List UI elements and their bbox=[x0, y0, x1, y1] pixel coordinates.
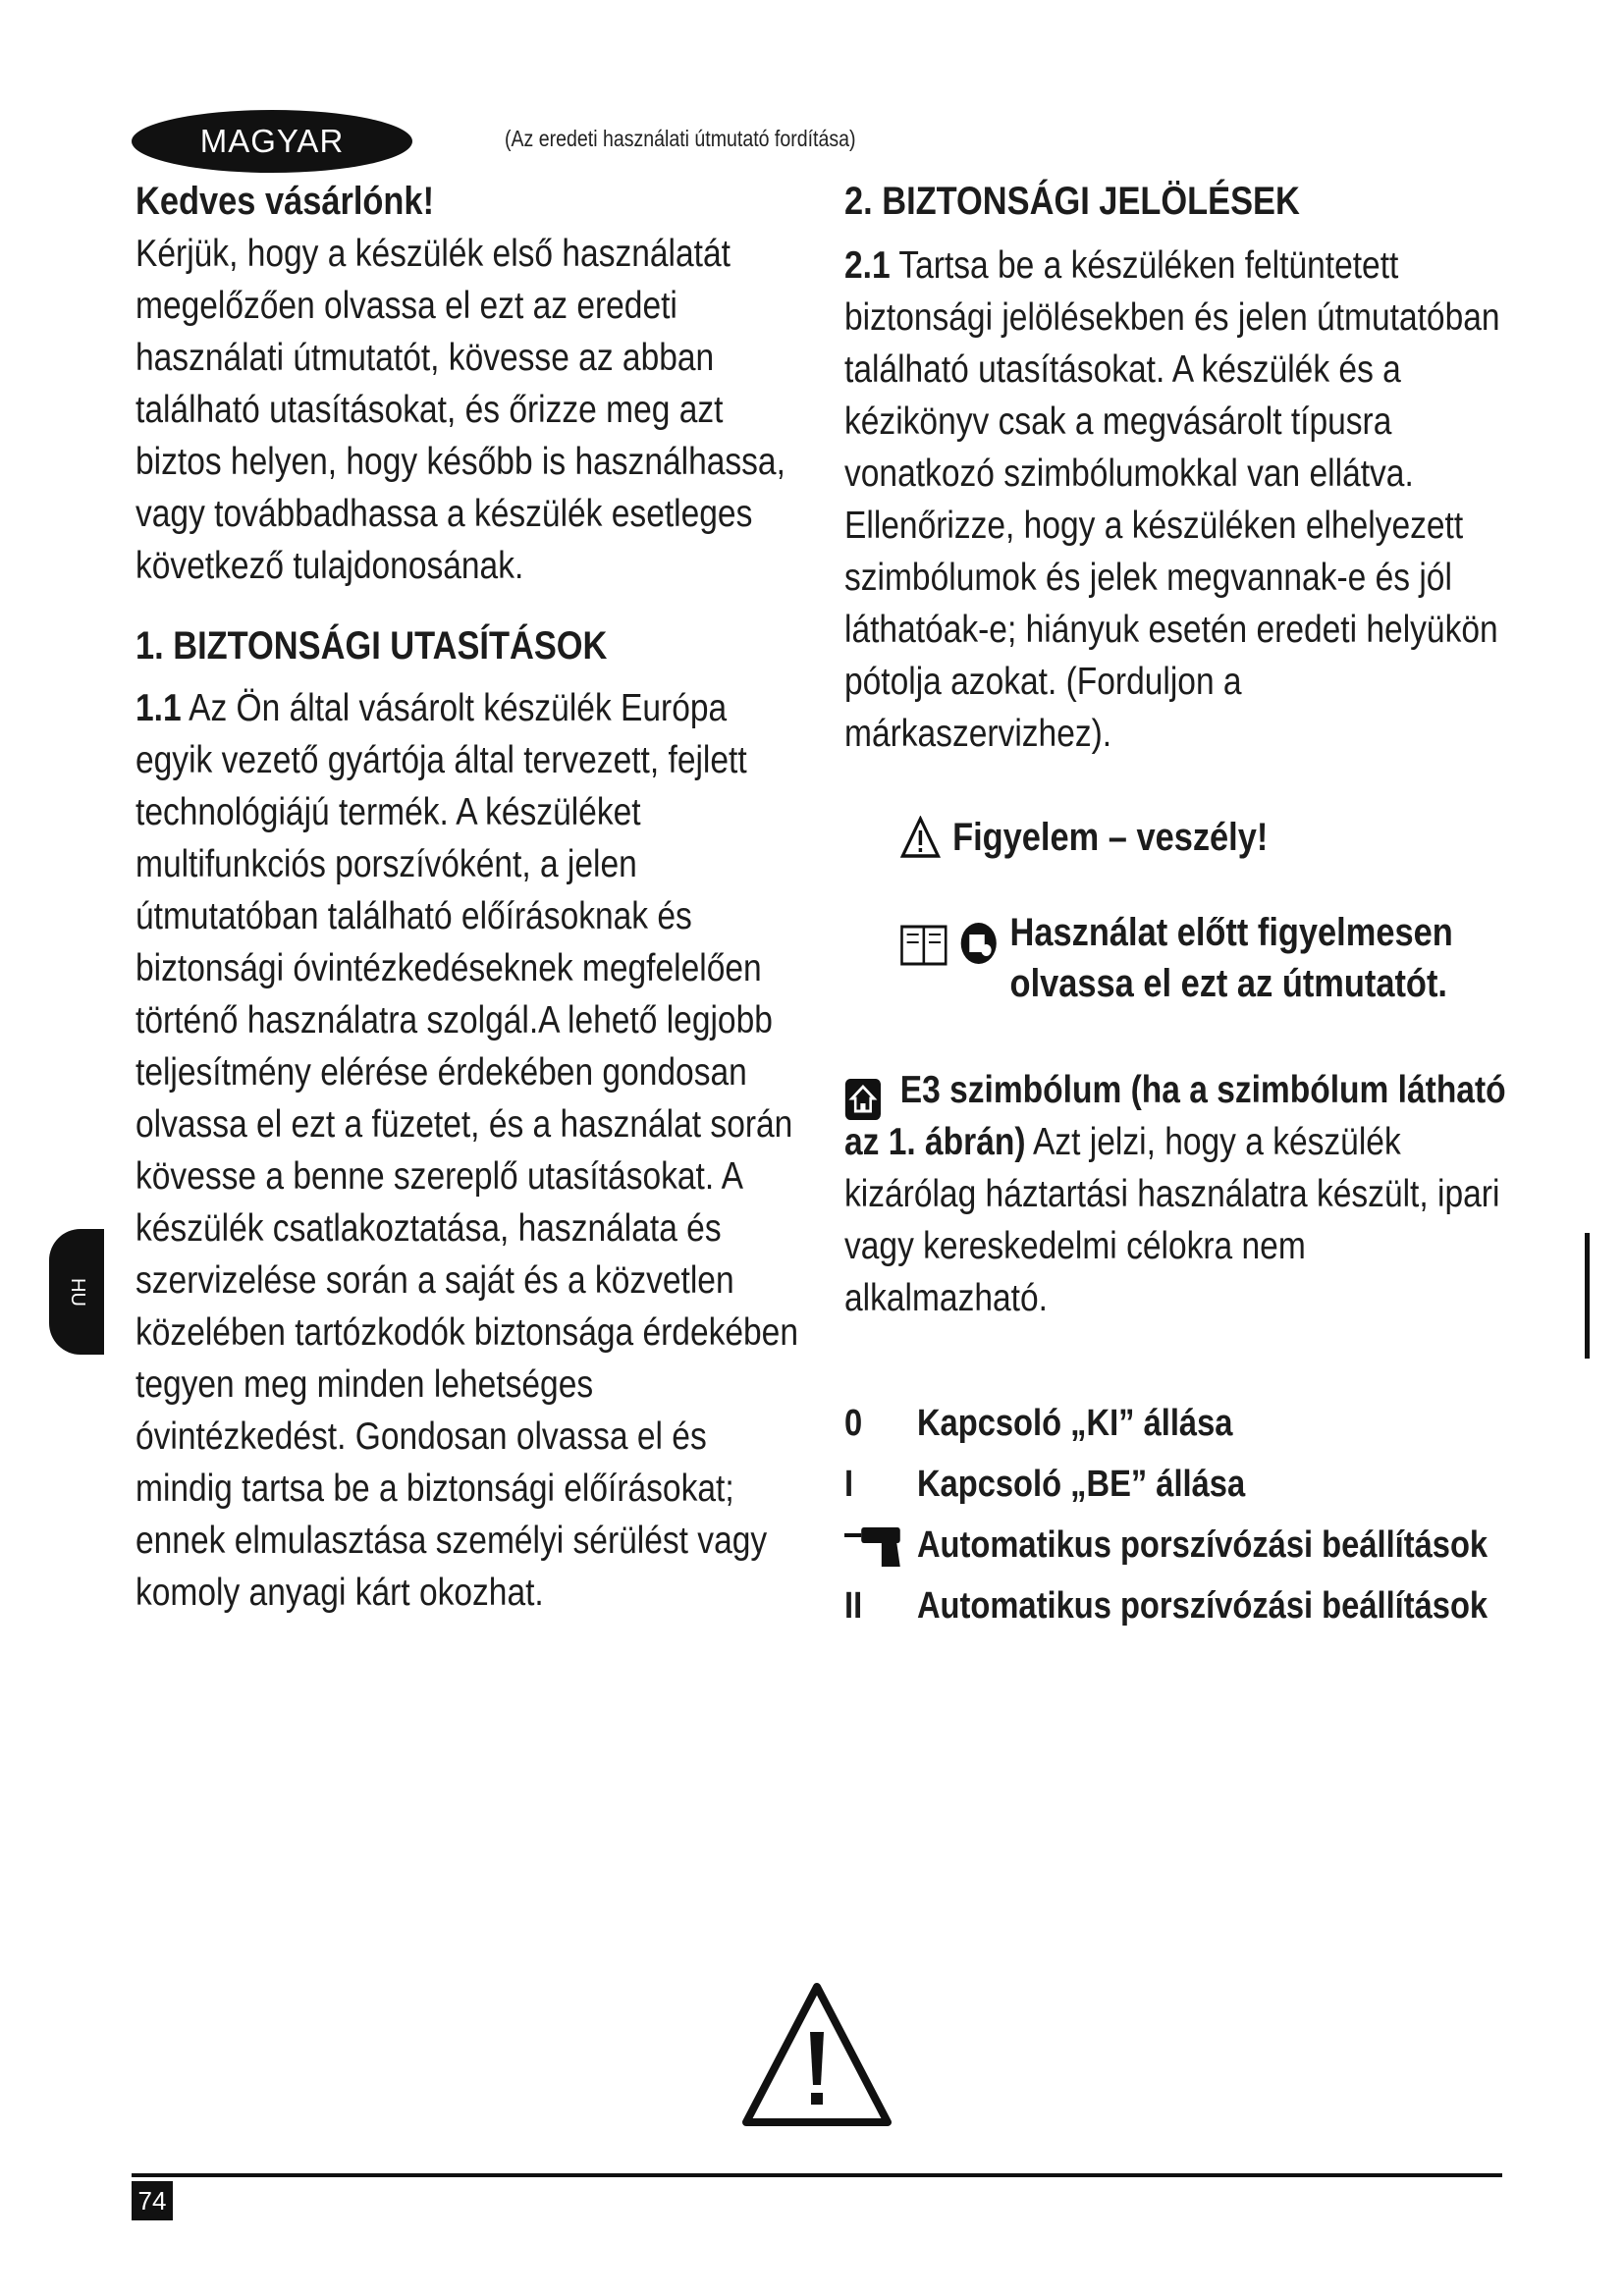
list-item bbox=[844, 1454, 1507, 1515]
list-label: Kapcsoló „BE” állása bbox=[916, 1464, 1246, 1505]
warning-row bbox=[844, 813, 1507, 862]
section2-item-number: 2.1 bbox=[844, 244, 891, 287]
warning-triangle-icon bbox=[900, 816, 941, 859]
right-column bbox=[844, 177, 1512, 1636]
list-key: I bbox=[844, 1464, 854, 1505]
section1-heading: 1. BIZTONSÁGI UTASÍTÁSOK bbox=[135, 624, 608, 667]
warning-triangle-icon bbox=[740, 1981, 893, 2128]
section1-item-number: 1.1 bbox=[135, 687, 182, 729]
section2-item bbox=[844, 240, 1507, 760]
e3-block bbox=[844, 1064, 1507, 1324]
list-key: 0 bbox=[844, 1403, 863, 1444]
book-icon bbox=[900, 921, 947, 968]
section2-heading: 2. BIZTONSÁGI JELÖLÉSEK bbox=[844, 180, 1300, 223]
right-column-content bbox=[844, 177, 1507, 1636]
section2-item-text: Tartsa be a készüléken feltüntetett biztonsági jelölésekben és jelen útmutatóban található utasításokat. A készülék és a kézikönyv csak a megvásárolt típusra vonatkozó szimbólumokkal van ellátva. Ellenőrizze, hogy a készüléken elhelyezett szimbólumok és jelek megvannak-e és jól láthatóak-e; hiányuk esetén eredeti helyükön pótolja azokat. (Forduljon a márkaszervizhez). bbox=[844, 244, 1500, 755]
list-item bbox=[844, 1575, 1507, 1636]
drill-icon bbox=[844, 1522, 917, 1569]
house-icon bbox=[844, 1078, 882, 1121]
language-side-tab bbox=[49, 1229, 104, 1355]
greeting-text: Kérjük, hogy a készülék első használatát megelőzően olvassa el ezt az eredeti használati útmutatót, kövesse az abban található utasításokat, és őrizze meg azt biztos helyen, hogy később is használhassa, vagy továbbadhassa a készülék esetleges következő tulajdonosának. bbox=[135, 233, 785, 587]
page-number: 74 bbox=[132, 2181, 173, 2220]
read-manual-row bbox=[844, 907, 1507, 1009]
language-label: MAGYAR bbox=[199, 123, 345, 159]
greeting-title: Kedves vásárlónk! bbox=[135, 180, 435, 223]
list-label: Kapcsoló „KI” állása bbox=[916, 1403, 1233, 1444]
language-badge bbox=[132, 110, 412, 173]
warning-label: Figyelem – veszély! bbox=[952, 816, 1269, 859]
e3-bold: E3 szimbólum (ha a szimbólum látható az 1. ábrán) bbox=[844, 1069, 1506, 1163]
translation-note: (Az eredeti használati útmutató fordítása) bbox=[505, 126, 856, 151]
read-instructions-icon bbox=[959, 921, 999, 966]
margin-bar bbox=[1585, 1233, 1590, 1359]
side-tab-label: HU bbox=[66, 1277, 88, 1307]
section1-item-text: Az Ön által vásárolt készülék Európa egyik vezető gyártója által tervezett, fejlett technológiájú termék. A készüléket multifunkciós porszívóként, a jelen útmutatóban található előírásoknak és biztonsági óvintézkedéseknek megfelelően történő használatra szolgál.A lehető legjobb teljesítmény elérése érdekében gondosan olvassa el ezt a füzetet, és a használat során kövesse a benne szereplő utasításokat. A készülék csatlakoztatása, használata és szervizelése során a saját és a közvetlen közelében tartózkodók biztonsága érdekében tegyen meg minden lehetséges óvintézkedést. Gondosan olvassa el és mindig tartsa be a biztonsági előírásokat; ennek elmulasztása személyi sérülést vagy komoly anyagi kárt okozhat. bbox=[135, 687, 798, 1614]
read-manual-text: Használat előtt figyelmesen olvassa el ezt az útmutatót. bbox=[1009, 911, 1453, 1005]
greeting-block bbox=[135, 177, 811, 1619]
footer-rule bbox=[132, 2173, 1502, 2177]
switch-list bbox=[844, 1393, 1507, 1636]
section1-item bbox=[135, 682, 811, 1619]
list-key bbox=[844, 1515, 917, 1575]
e3-text: Azt jelzi, hogy a készülék kizárólag háztartási használatra készült, ipari vagy kereskedelmi célokra nem alkalmazható. bbox=[844, 1121, 1500, 1319]
left-column bbox=[135, 177, 813, 1619]
list-label: Automatikus porszívózási beállítások bbox=[916, 1524, 1489, 1566]
e3-paragraph bbox=[844, 1064, 1507, 1324]
list-item bbox=[844, 1515, 1507, 1575]
list-label: Automatikus porszívózási beállítások bbox=[916, 1585, 1489, 1627]
list-key: II bbox=[844, 1585, 863, 1627]
list-item bbox=[844, 1393, 1507, 1454]
